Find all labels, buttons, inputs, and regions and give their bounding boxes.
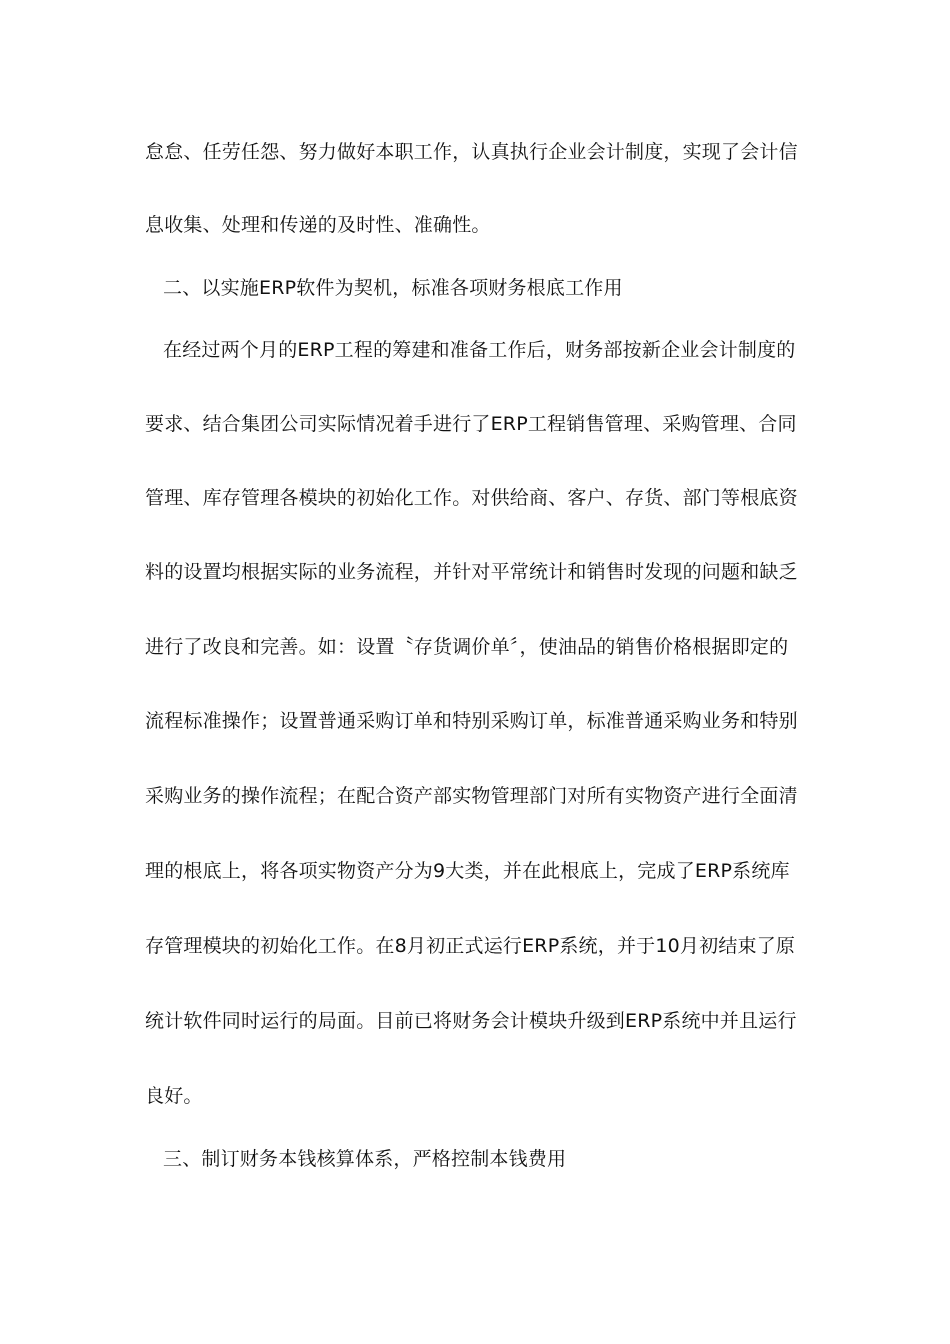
- section-heading: 二、以实施ERP软件为契机，标准各项财务根底工作用: [163, 277, 623, 299]
- text-line: 息收集、处理和传递的及时性、准确性。: [145, 214, 491, 236]
- text-line: 良好。: [145, 1085, 203, 1107]
- text-line: 要求、结合集团公司实际情况着手进行了ERP工程销售管理、采购管理、合同: [145, 413, 797, 435]
- text-line: 怠怠、任劳任怨、努力做好本职工作，认真执行企业会计制度，实现了会计信: [145, 141, 798, 163]
- section-heading: 三、制订财务本钱核算体系，严格控制本钱费用: [163, 1148, 567, 1170]
- text-line: 采购业务的操作流程；在配合资产部实物管理部门对所有实物资产进行全面清: [145, 785, 798, 807]
- text-line: 流程标准操作；设置普通采购订单和特别采购订单，标准普通采购业务和特别: [145, 710, 798, 732]
- text-line: 统计软件同时运行的局面。目前已将财务会计模块升级到ERP系统中并且运行: [145, 1010, 797, 1032]
- text-line: 进行了改良和完善。如：设置〝存货调价单〞，使油品的销售价格根据即定的: [145, 636, 789, 658]
- text-line: 理的根底上，将各项实物资产分为9大类，并在此根底上，完成了ERP系统库: [145, 860, 790, 882]
- text-line: 存管理模块的初始化工作。在8月初正式运行ERP系统，并于10月初结束了原: [145, 935, 796, 957]
- text-line: 在经过两个月的ERP工程的筹建和准备工作后，财务部按新企业会计制度的: [163, 339, 796, 361]
- text-line: 管理、库存管理各模块的初始化工作。对供给商、客户、存货、部门等根底资: [145, 487, 798, 509]
- text-line: 料的设置均根据实际的业务流程，并针对平常统计和销售时发现的问题和缺乏: [145, 561, 798, 583]
